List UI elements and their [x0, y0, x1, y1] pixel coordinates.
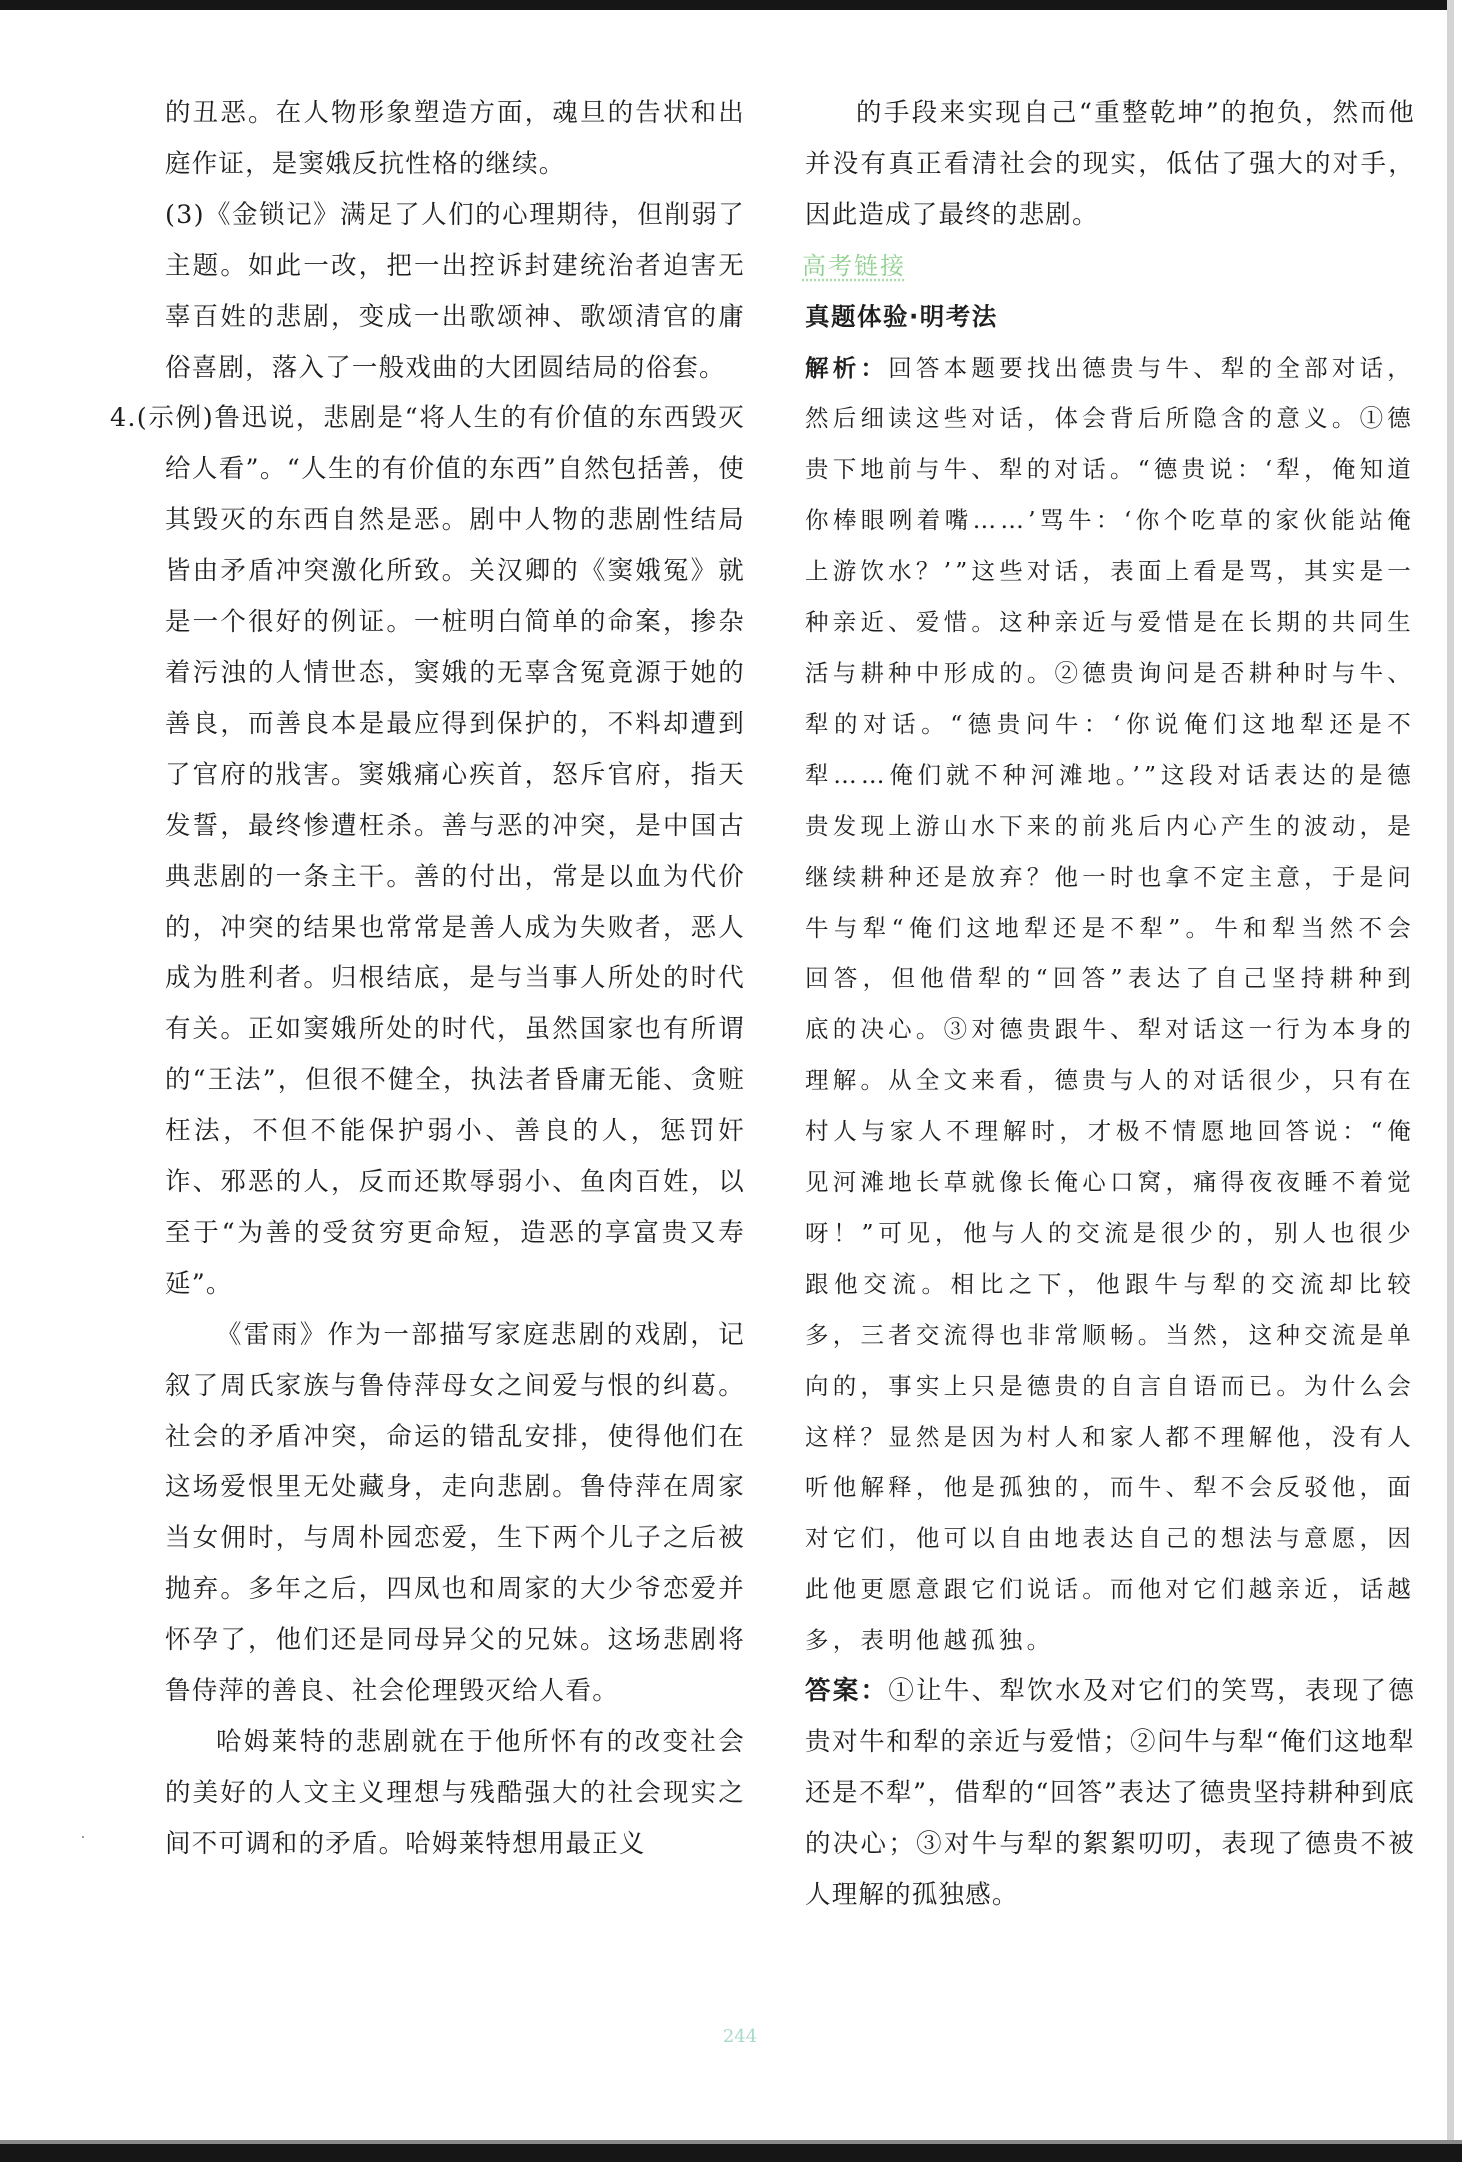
answer-paragraph [805, 1666, 1415, 1921]
scan-right-edge [1447, 0, 1454, 2162]
page-number: 244 [722, 2026, 758, 2047]
left-paragraph-1: 的丑恶。在人物形象塑造方面，魂旦的告状和出庭作证，是窦娥反抗性格的继续。 [165, 98, 745, 179]
left-paragraph-3 [110, 393, 745, 1309]
scan-bottom-border [0, 2144, 1462, 2162]
left-paragraph-3-text: (示例)鲁迅说，悲剧是“将人生的有价值的东西毁灭给人看”。“人生的有价值的东西”自然包括善，使其毁灭的东西自然是恶。剧中人物的悲剧性结局皆由矛盾冲突激化所致。关汉卿的《窦娥冤》就是一个很好的例证。一桩明白简单的命案，掺杂着污浊的人情世态，窦娥的无辜含冤竟源于她的善良，而善良本是最应得到保护的，不料却遭到了官府的戕害。窦娥痛心疾首，怒斥官府，指天发誓，最终惨遭枉杀。善与恶的冲突，是中国古典悲剧的一条主干。善的付出，常是以血为代价的，冲突的结果也常常是善人成为失败者，恶人成为胜利者。归根结底，是与当事人所处的时代有关。正如窦娥所处的时代，虽然国家也有所谓的“王法”，但很不健全，执法者昏庸无能、贪赃枉法，不但不能保护弱小、善良的人，惩罚奸诈、邪恶的人，反而还欺辱弱小、鱼肉百姓，以至于“为善的受贫穷更命短，造恶的享富贵又寿延”。 [136, 403, 745, 1299]
scan-speck [82, 1836, 84, 1838]
left-column [110, 88, 745, 1870]
item-number: 4. [110, 403, 137, 434]
right-paragraph-1: 的手段来实现自己“重整乾坤”的抱负，然而他并没有真正看清社会的现实，低估了强大的对手，因此造成了最终的悲剧。 [805, 98, 1415, 230]
scan-top-border [0, 0, 1454, 10]
answer-label: 答案： [805, 1676, 889, 1707]
left-paragraph-2: (3)《金锁记》满足了人们的心理期待，但削弱了主题。如此一改，把一出控诉封建统治者迫害无辜百姓的悲剧，变成一出歌颂神、歌颂清官的庸俗喜剧，落入了一般戏曲的大团圆结局的俗套。 [165, 199, 745, 383]
gaokao-link-heading: 高考链接 [802, 251, 906, 280]
analysis-text: 回答本题要找出德贵与牛、犁的全部对话，然后细读这些对话，体会背后所隐含的意义。①德贵下地前与牛、犁的对话。“德贵说：‘犁，俺知道你棒眼咧着嘴……’骂牛：‘你个吃草的家伙能站俺上游饮水？’”这些对话，表面上看是骂，其实是一种亲近、爱惜。这种亲近与爱惜是在长期的共同生活与耕种中形成的。②德贵询问是否耕种时与牛、犁的对话。“德贵问牛：‘你说俺们这地犁还是不犁……俺们就不种河滩地。’”这段对话表达的是德贵发现上游山水下来的前兆后内心产生的波动，是继续耕种还是放弃？他一时也拿不定主意，于是问牛与犁“俺们这地犁还是不犁”。牛和犁当然不会回答，但他借犁的“回答”表达了自己坚持耕种到底的决心。③对德贵跟牛、犁对话这一行为本身的理解。从全文来看，德贵与人的对话很少，只有在村人与家人不理解时，才极不情愿地回答说：“俺见河滩地长草就像长俺心口窝，痛得夜夜睡不着觉呀！”可见，他与人的交流是很少的，别人也很少跟他交流。相比之下，他跟牛与犁的交流却比较多，三者交流得也非常顺畅。当然，这种交流是单向的，事实上只是德贵的自言自语而已。为什么会这样？显然是因为村人和家人都不理解他，没有人听他解释，他是孤独的，而牛、犁不会反驳他，面对它们，他可以自由地表达自己的想法与意愿，因此他更愿意跟它们说话。而他对它们越亲近，话越多，表明他越孤独。 [805, 353, 1415, 1655]
answer-text: ①让牛、犁饮水及对它们的笑骂，表现了德贵对牛和犁的亲近与爱惜；②问牛与犁“俺们这地犁还是不犁”，借犁的“回答”表达了德贵坚持耕种到底的决心；③对牛与犁的絮絮叨叨，表现了德贵不被人理解的孤独感。 [805, 1676, 1415, 1910]
analysis-label: 解析： [805, 353, 889, 382]
right-column [802, 88, 1415, 1921]
left-paragraph-4: 《雷雨》作为一部描写家庭悲剧的戏剧，记叙了周氏家族与鲁侍萍母女之间爱与恨的纠葛。社会的矛盾冲突，命运的错乱安排，使得他们在这场爱恨里无处藏身，走向悲剧。鲁侍萍在周家当女佣时，与周朴园恋爱，生下两个儿子之后被抛弃。多年之后，四凤也和周家的大少爷恋爱并怀孕了，他们还是同母异父的兄妹。这场悲剧将鲁侍萍的善良、社会伦理毁灭给人看。 [165, 1319, 745, 1707]
analysis-paragraph [805, 343, 1415, 1667]
section-subheading: 真题体验·明考法 [805, 301, 998, 331]
left-paragraph-5: 哈姆莱特的悲剧就在于他所怀有的改变社会的美好的人文主义理想与残酷强大的社会现实之间不可调和的矛盾。哈姆莱特想用最正义 [165, 1727, 745, 1859]
